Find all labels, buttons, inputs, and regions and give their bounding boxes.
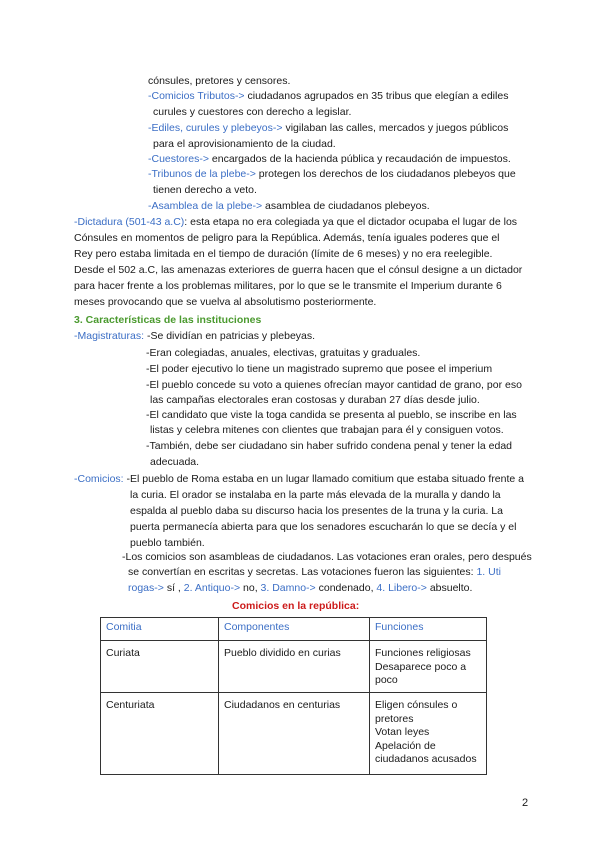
text-span: -El pueblo de Roma estaba en un lugar llamado comitium que estaba situado frente a bbox=[123, 473, 525, 485]
text-line bbox=[128, 565, 501, 579]
text-line: -También, debe ser ciudadano sin haber sufrido condena penal y tener la edad bbox=[146, 440, 512, 452]
text-line: listas y celebra mitenes con clientes que trabajan para él y consiguen votos. bbox=[150, 424, 504, 436]
table-row bbox=[101, 641, 487, 693]
term-link: -Tribunos de la plebe-> bbox=[148, 168, 256, 180]
text-line: -El poder ejecutivo lo tiene un magistrado supremo que posee el imperium bbox=[146, 363, 493, 375]
term-link: -Asamblea de la plebe-> bbox=[148, 200, 263, 212]
text-line bbox=[128, 581, 472, 595]
column-header-componentes: Componentes bbox=[219, 618, 370, 641]
cell-line: ciudadanos acusados bbox=[375, 753, 477, 765]
term-link: 1. Uti bbox=[476, 566, 501, 578]
comicios-table bbox=[100, 617, 487, 775]
page-number: 2 bbox=[522, 797, 529, 809]
table-cell bbox=[370, 641, 487, 693]
text-line: -Eran colegiadas, anuales, electivas, gratuitas y graduales. bbox=[146, 347, 421, 359]
text-span: ciudadanos agrupados en 35 tribus que elegían a ediles bbox=[244, 90, 509, 102]
text-line: Desde el 502 a.C, las amenazas exteriores de guerra hacen que el cónsul designe a un dictador bbox=[74, 264, 523, 276]
text-span: asamblea de ciudadanos plebeyos. bbox=[262, 200, 430, 212]
term-link: 4. Libero-> bbox=[376, 582, 427, 594]
cell-line: Desaparece poco a bbox=[375, 660, 467, 673]
table-cell: Centuriata bbox=[101, 693, 219, 775]
text-line bbox=[148, 89, 508, 103]
text-line bbox=[148, 152, 511, 166]
text-span: : esta etapa no era colegiada ya que el dictador ocupaba el lugar de los bbox=[184, 216, 518, 228]
cell-line: pretores bbox=[375, 712, 414, 725]
text-line: Cónsules en momentos de peligro para la República. Además, tenía iguales poderes que el bbox=[74, 232, 500, 244]
text-line bbox=[74, 329, 315, 343]
term-link: -Dictadura (501-43 a.C) bbox=[74, 216, 185, 228]
cell-line: Eligen cónsules o bbox=[375, 699, 458, 711]
text-span: encargados de la hacienda pública y recaudación de impuestos. bbox=[208, 153, 511, 165]
text-span: -Se dividían en patricias y plebeyas. bbox=[144, 330, 316, 342]
table-cell: Curiata bbox=[101, 641, 219, 693]
text-line bbox=[148, 121, 508, 135]
column-header-funciones: Funciones bbox=[370, 618, 487, 641]
table-cell bbox=[370, 693, 487, 775]
text-line: -El pueblo concede su voto a quienes ofrecían mayor cantidad de grano, por eso bbox=[146, 379, 522, 391]
text-line: puerta permanecía abierta para que los senadores escucharán lo que se decía y el bbox=[130, 521, 517, 533]
text-line bbox=[148, 199, 430, 213]
term-link: -Cuestores-> bbox=[148, 153, 209, 165]
cell-line: poco bbox=[375, 674, 398, 686]
text-span: condenado, bbox=[315, 582, 377, 594]
text-line: -El candidato que viste la toga candida se presenta al pueblo, se inscribe en las bbox=[146, 409, 517, 421]
text-line: las campañas electorales eran costosas y duraban 27 días desde julio. bbox=[150, 394, 480, 406]
term-link: rogas-> bbox=[128, 582, 164, 594]
text-span: absuelto. bbox=[426, 582, 473, 594]
text-line: adecuada. bbox=[150, 456, 200, 468]
text-line bbox=[74, 215, 517, 229]
text-span: vigilaban las calles, mercados y juegos públicos bbox=[282, 122, 509, 134]
cell-line: Funciones religiosas bbox=[375, 647, 471, 659]
text-line: meses provocando que se vuelva al absolutismo posteriormente. bbox=[74, 296, 377, 308]
table-cell: Ciudadanos en centurias bbox=[219, 693, 370, 775]
text-line bbox=[74, 472, 524, 486]
text-line: para hacer frente a los problemas militares, por lo que se le transmite el Imperium durante 6 bbox=[74, 280, 502, 292]
text-line bbox=[148, 167, 516, 181]
text-line: la curia. El orador se instalaba en la parte más elevada de la muralla y dando la bbox=[130, 489, 501, 501]
table-caption: Comicios en la república: bbox=[232, 600, 360, 612]
text-span: se convertían en escritas y secretas. Las votaciones fueron las siguientes: bbox=[128, 566, 477, 578]
text-line: pueblo también. bbox=[130, 537, 205, 549]
term-link: -Comicios Tributos-> bbox=[148, 90, 245, 102]
text-span: protegen los derechos de los ciudadanos plebeyos que bbox=[255, 168, 516, 180]
column-header-comitia: Comitia bbox=[101, 618, 219, 641]
text-line: espalda al pueblo daba su discurso hacia los presentes de la truna y la curia. La bbox=[130, 505, 503, 517]
section-heading: 3. Características de las instituciones bbox=[74, 314, 262, 326]
term-link: -Magistraturas: bbox=[74, 330, 145, 342]
term-link: 3. Damno-> bbox=[260, 582, 316, 594]
text-line: -Los comicios son asambleas de ciudadanos. Las votaciones eran orales, pero después bbox=[122, 551, 532, 563]
text-line: curules y cuestores con derecho a legislar. bbox=[153, 106, 352, 118]
term-link: -Ediles, curules y plebeyos-> bbox=[148, 122, 283, 134]
text-line: cónsules, pretores y censores. bbox=[148, 75, 291, 87]
text-line: para el aprovisionamiento de la ciudad. bbox=[153, 138, 336, 150]
text-line: tienen derecho a veto. bbox=[153, 184, 257, 196]
text-span: no, bbox=[240, 582, 261, 594]
text-line: Rey pero estaba limitada en el tiempo de duración (límite de 6 meses) y no era reelegible. bbox=[74, 248, 493, 260]
cell-line: Apelación de bbox=[375, 739, 436, 752]
table-row bbox=[101, 693, 487, 775]
term-link: 2. Antiquo-> bbox=[183, 582, 241, 594]
term-link: -Comicios: bbox=[74, 473, 124, 485]
table-cell: Pueblo dividido en curias bbox=[219, 641, 370, 693]
table-header-row bbox=[101, 618, 487, 641]
text-span: sí , bbox=[163, 582, 184, 594]
cell-line: Votan leyes bbox=[375, 726, 430, 738]
